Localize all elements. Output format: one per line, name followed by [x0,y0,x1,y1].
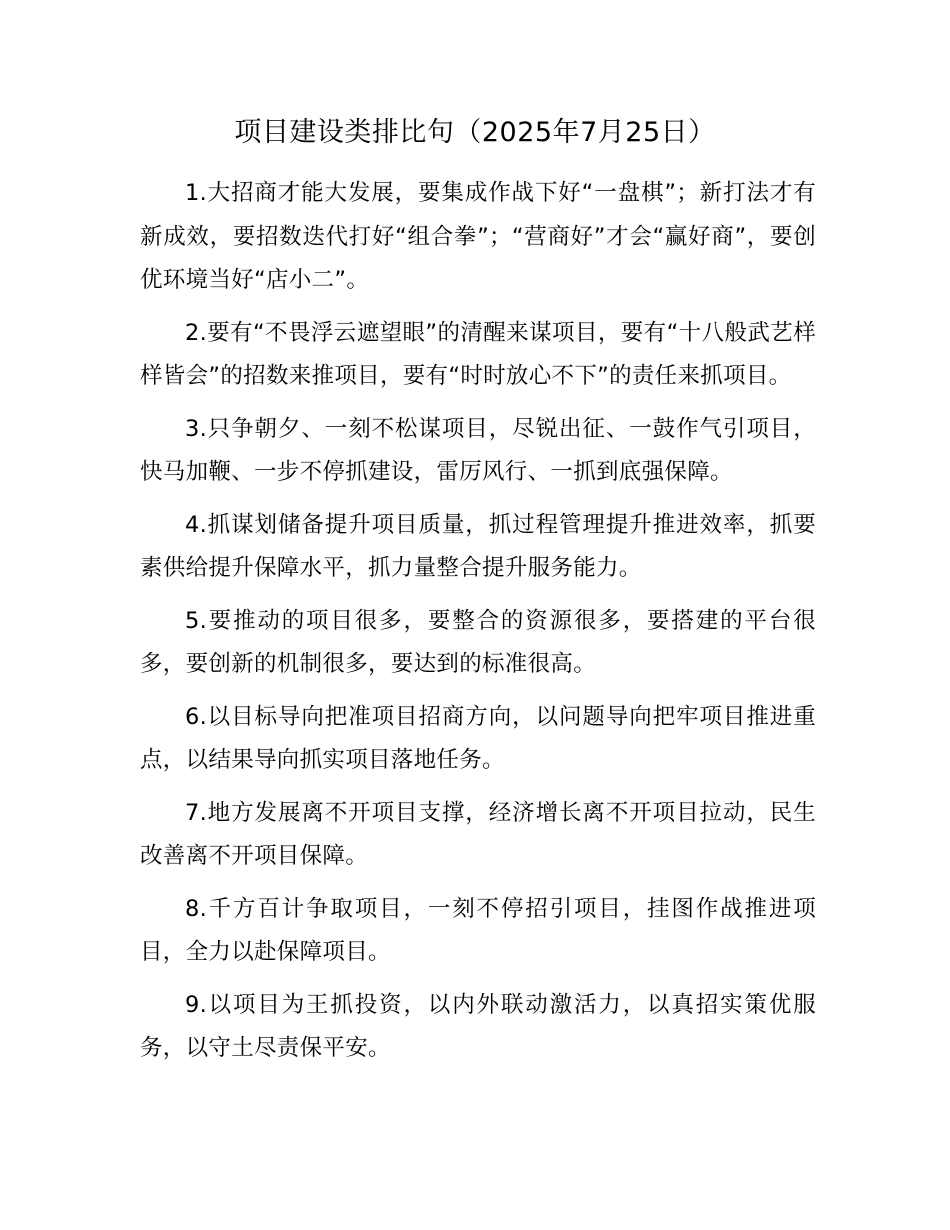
paragraph-7: 7.地方发展离不开项目支撑，经济增长离不开项目拉动，民生改善离不开项目保障。 [140,799,816,869]
paragraph-6: 6.以目标导向把准项目招商方向，以问题导向把牢项目推进重点，以结果导向抓实项目落地任务。 [140,703,816,773]
paragraph-9: 9.以项目为王抓投资，以内外联动激活力，以真招实策优服务，以守土尽责保平安。 [140,991,816,1061]
paragraph-1: 1.大招商才能大发展，要集成作战下好“一盘棋”；新打法才有新成效，要招数迭代打好“组合拳”；“营商好”才会“赢好商”，要创优环境当好“店小二”。 [140,180,816,293]
paragraph-3: 3.只争朝夕、一刻不松谋项目，尽锐出征、一鼓作气引项目，快马加鞭、一步不停抓建设，雷厉风行、一抓到底强保障。 [140,415,816,485]
paragraph-8: 8.千方百计争取项目，一刻不停招引项目，挂图作战推进项目，全力以赴保障项目。 [140,895,816,965]
paragraph-4: 4.抓谋划储备提升项目质量，抓过程管理提升推进效率，抓要素供给提升保障水平，抓力量整合提升服务能力。 [140,511,816,581]
document-body [140,172,816,1080]
paragraph-2: 2.要有“不畏浮云遮望眼”的清醒来谋项目，要有“十八般武艺样样皆会”的招数来推项目，要有“时时放心不下”的责任来抓项目。 [140,319,816,389]
document-title: 项目建设类排比句（2025年7月25日） [234,117,716,148]
paragraph-5: 5.要推动的项目很多，要整合的资源很多，要搭建的平台很多，要创新的机制很多，要达到的标准很高。 [140,607,816,677]
